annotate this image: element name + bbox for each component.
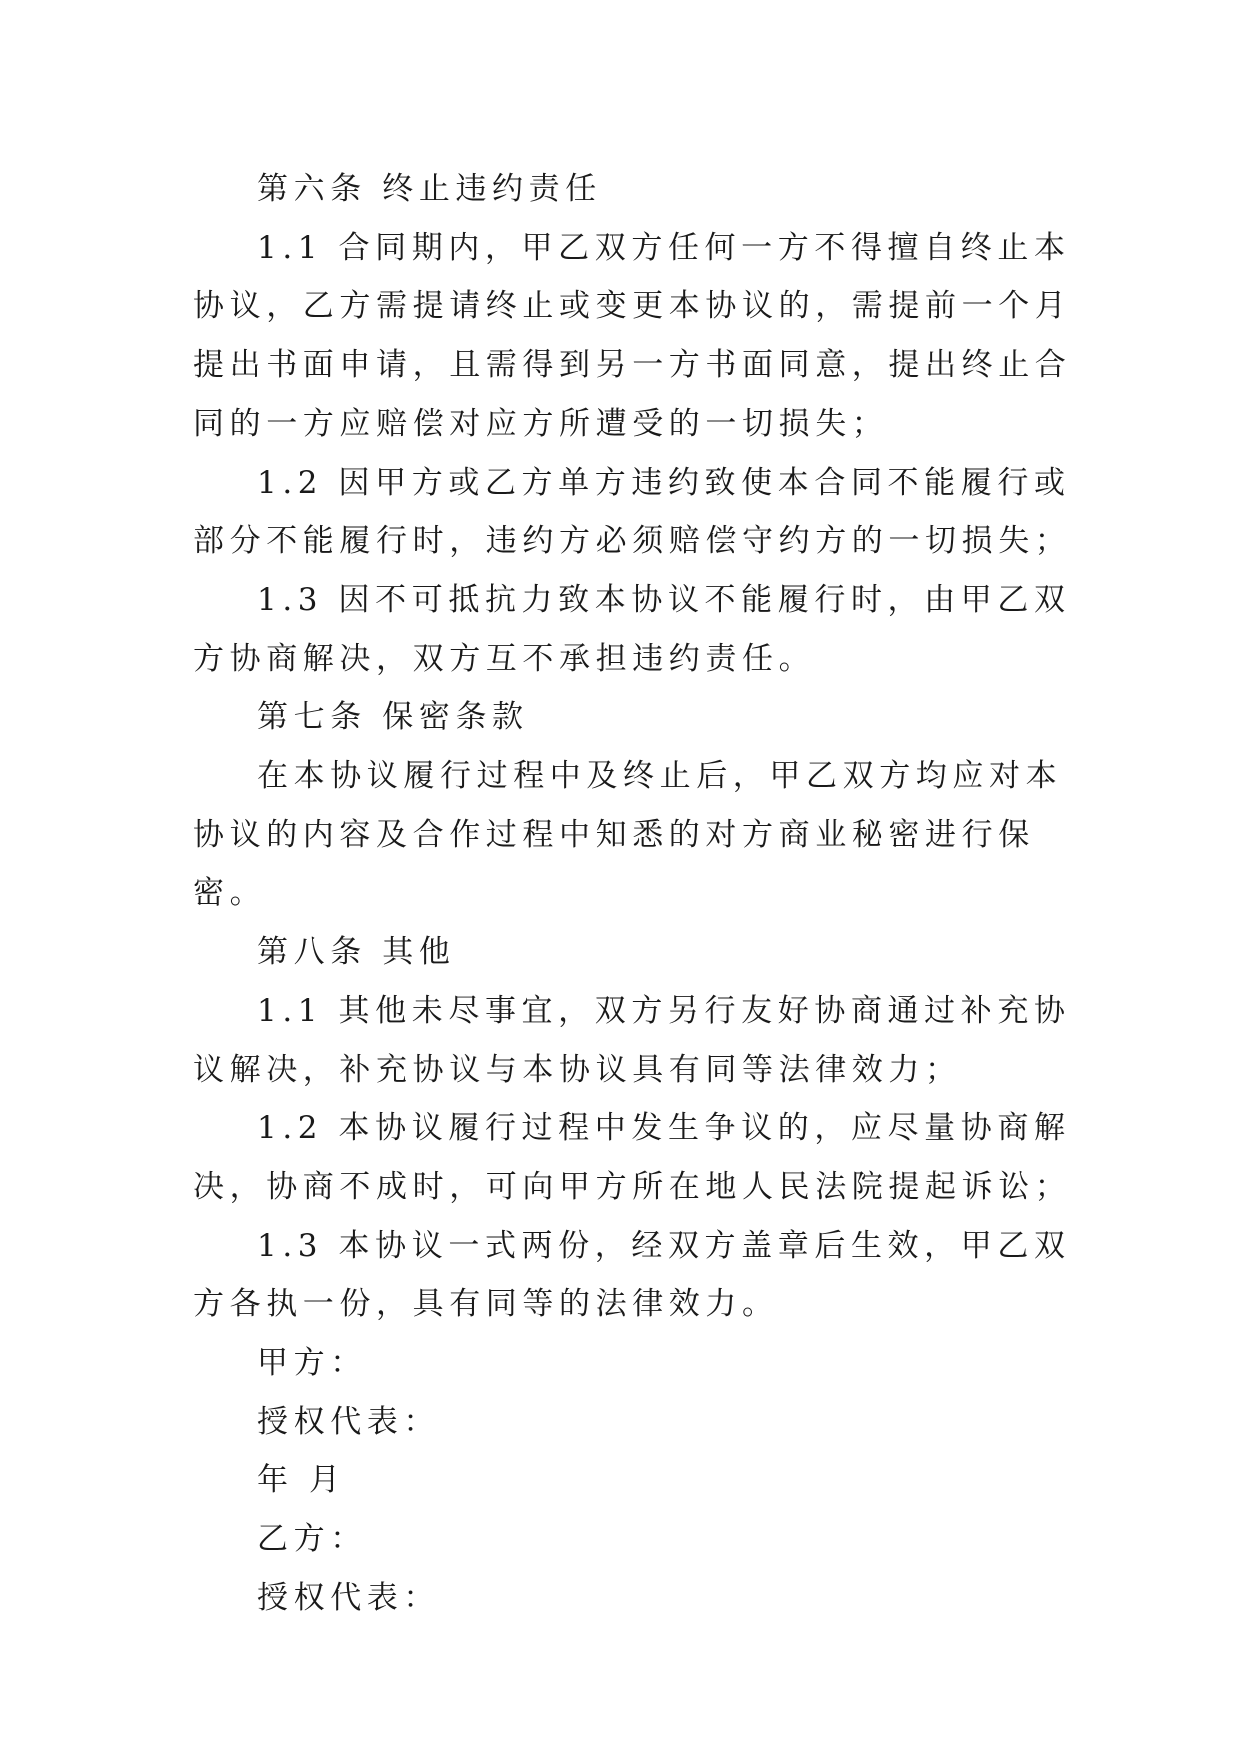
clause-7-text: 在本协议履行过程中及终止后，甲乙双方均应对本协议的内容及合作过程中知悉的对方商业秘密进行保密。 xyxy=(193,758,1063,912)
clause-6-3: 1.3 因不可抵抗力致本协议不能履行时，由甲乙双方协商解决，双方互不承担违约责任。 xyxy=(193,581,1071,677)
article-7-heading: 第七条 保密条款 xyxy=(257,699,529,736)
party-b-label: 乙方： xyxy=(257,1521,367,1558)
clause-8-2: 1.2 本协议履行过程中发生争议的，应尽量协商解决，协商不成时，可向甲方所在地人民法院提起诉讼； xyxy=(193,1110,1072,1205)
article-8-heading: 第八条 其他 xyxy=(257,934,456,971)
party-a-representative-label: 授权代表： xyxy=(257,1403,440,1440)
clause-8-3: 1.3 本协议一式两份，经双方盖章后生效，甲乙双方各执一份，具有同等的法律效力。 xyxy=(193,1227,1071,1323)
document-body xyxy=(193,160,1093,1628)
date-label: 年 月 xyxy=(257,1462,346,1499)
article-6-heading: 第六条 终止违约责任 xyxy=(257,171,602,207)
party-b-representative-label: 授权代表： xyxy=(257,1579,440,1616)
clause-6-1: 1.1 合同期内，甲乙双方任何一方不得擅自终止本协议，乙方需提请终止或变更本协议的，需提前一个月提出书面申请，且需得到另一方书面同意，提出终止合同的一方应赔偿对应方所遭受的一切损失； xyxy=(193,229,1072,442)
clause-6-2: 1.2 因甲方或乙方单方违约致使本合同不能履行或部分不能履行时，违约方必须赔偿守约方的一切损失； xyxy=(193,464,1072,560)
clause-8-1: 1.1 其他未尽事宜，双方另行友好协商通过补充协议解决，补充协议与本协议具有同等法律效力； xyxy=(193,992,1071,1088)
party-a-label: 甲方： xyxy=(257,1345,367,1382)
